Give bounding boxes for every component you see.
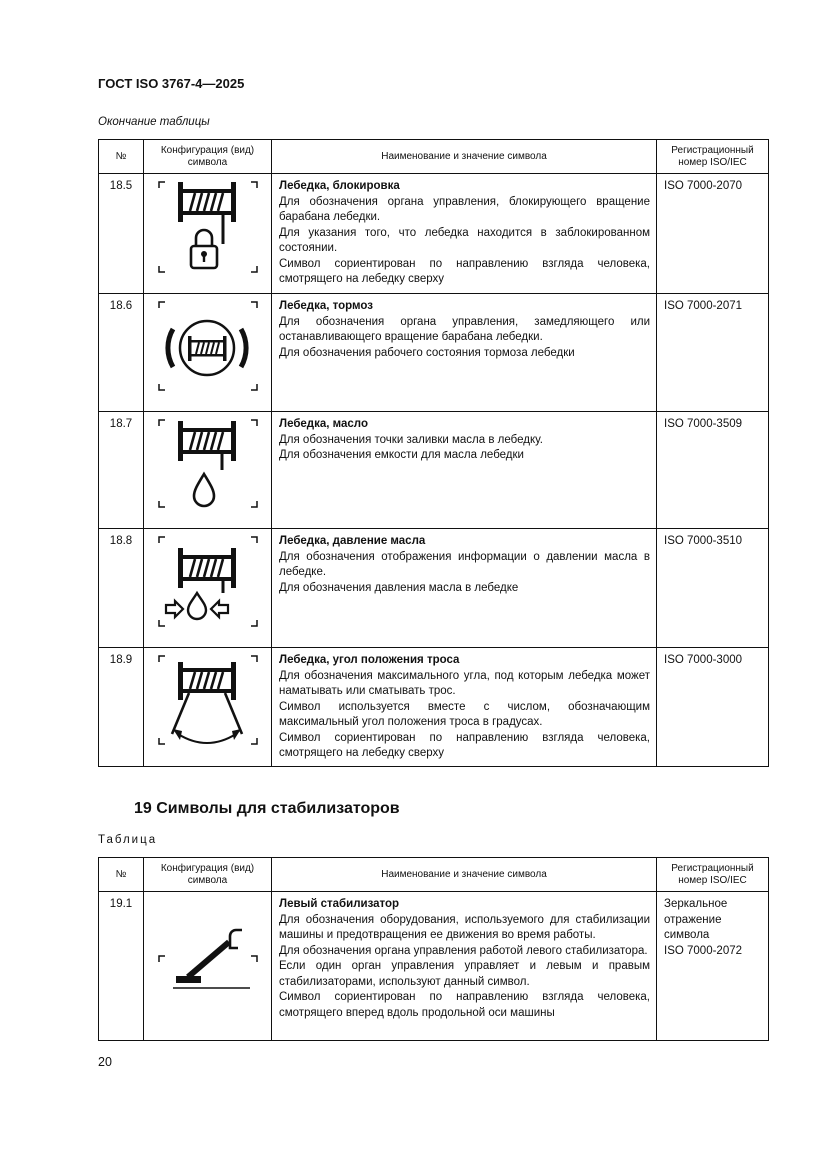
symbol-description bbox=[272, 648, 657, 767]
symbol-description bbox=[272, 174, 657, 294]
symbols-table-stabilizers bbox=[98, 857, 769, 1041]
symbol-title: Лебедка, тормоз bbox=[279, 300, 373, 312]
row-number: 18.7 bbox=[99, 412, 144, 529]
column-header-number: № bbox=[99, 140, 144, 174]
table-row bbox=[99, 174, 769, 294]
symbol-title: Левый стабилизатор bbox=[279, 898, 400, 910]
description-line: Для обозначения оборудования, используемого для стабилизации машины и предотвращения ее движения во время работы. bbox=[279, 913, 650, 941]
symbol-description bbox=[272, 529, 657, 648]
winch-oil-icon bbox=[144, 412, 272, 519]
symbol-cell bbox=[144, 412, 272, 529]
table-header-row bbox=[99, 140, 769, 174]
registration-number bbox=[657, 892, 769, 1041]
table-label: Таблица bbox=[98, 834, 158, 846]
page-number: 20 bbox=[98, 1055, 112, 1069]
symbols-table-winch bbox=[98, 139, 769, 767]
registration-number: ISO 7000-2070 bbox=[657, 174, 769, 294]
symbol-cell bbox=[144, 174, 272, 294]
registration-code: ISO 7000-2072 bbox=[664, 944, 743, 957]
table-row bbox=[99, 529, 769, 648]
row-number: 18.8 bbox=[99, 529, 144, 648]
symbol-cell bbox=[144, 294, 272, 412]
column-header-name: Наименование и значение символа bbox=[272, 858, 657, 892]
description-line: Для обозначения органа управления, блокирующего вращение барабана лебедки. bbox=[279, 195, 650, 223]
column-header-number: № bbox=[99, 858, 144, 892]
description-line: Для обозначения максимального угла, под которым лебедка может наматывать или сматывать трос. bbox=[279, 669, 650, 697]
symbol-cell bbox=[144, 892, 272, 1041]
symbol-description bbox=[272, 294, 657, 412]
description-line: Символ сориентирован по направлению взгляда человека, смотрящего вперед вдоль продольной оси машины bbox=[279, 991, 650, 1019]
description-line: Для обозначения рабочего состояния тормоза лебедки bbox=[279, 346, 575, 359]
column-header-reg: Регистрационный номер ISO/IEC bbox=[657, 140, 769, 174]
column-header-reg: Регистрационный номер ISO/IEC bbox=[657, 858, 769, 892]
document-code: ГОСТ ISO 3767-4—2025 bbox=[98, 76, 245, 91]
column-header-config: Конфигурация (вид) символа bbox=[144, 140, 272, 174]
table-row bbox=[99, 648, 769, 767]
row-number: 18.9 bbox=[99, 648, 144, 767]
symbol-title: Лебедка, угол положения троса bbox=[279, 654, 460, 666]
description-line: Для обозначения точки заливки масла в лебедку. bbox=[279, 433, 543, 446]
description-line: Для обозначения емкости для масла лебедки bbox=[279, 449, 524, 461]
symbol-description bbox=[272, 412, 657, 529]
description-line: Символ используется вместе с числом, обозначающим максимальный угол положения троса в градусах. bbox=[279, 700, 650, 728]
description-line: Для обозначения давления масла в лебедке bbox=[279, 581, 519, 594]
left-stabilizer-icon bbox=[144, 892, 272, 1031]
table-caption: Окончание таблицы bbox=[98, 116, 210, 128]
winch-brake-icon bbox=[144, 294, 272, 402]
symbol-cell bbox=[144, 648, 272, 767]
description-line: Для обозначения отображения информации о давлении масла в лебедке. bbox=[279, 550, 650, 578]
registration-number: ISO 7000-3510 bbox=[657, 529, 769, 648]
symbol-cell bbox=[144, 529, 272, 648]
description-line: Для указания того, что лебедка находится в заблокированном состоянии. bbox=[279, 226, 650, 254]
winch-lock-icon bbox=[144, 174, 272, 284]
section-heading: 19 Символы для стабилизаторов bbox=[134, 800, 400, 817]
registration-number: ISO 7000-3000 bbox=[657, 648, 769, 767]
description-line: Для обозначения органа управления, замедляющего или останавливающего вращение барабана лебедки. bbox=[279, 315, 650, 343]
table-row bbox=[99, 412, 769, 529]
winch-oil-pressure-icon bbox=[144, 529, 272, 638]
symbol-title: Лебедка, масло bbox=[279, 418, 368, 430]
column-header-config: Конфигурация (вид) символа bbox=[144, 858, 272, 892]
winch-rope-angle-icon bbox=[144, 648, 272, 756]
row-number: 18.6 bbox=[99, 294, 144, 412]
table-header-row bbox=[99, 858, 769, 892]
description-line: Символ сориентирован по направлению взгляда человека, смотрящего на лебедку сверху bbox=[279, 731, 650, 759]
table-row bbox=[99, 294, 769, 412]
row-number: 18.5 bbox=[99, 174, 144, 294]
symbol-description bbox=[272, 892, 657, 1041]
registration-note: Зеркальное отражение символа bbox=[664, 898, 728, 941]
registration-number: ISO 7000-2071 bbox=[657, 294, 769, 412]
column-header-name: Наименование и значение символа bbox=[272, 140, 657, 174]
description-line: Для обозначения органа управления работой левого стабилизатора. bbox=[279, 944, 648, 957]
symbol-title: Лебедка, блокировка bbox=[279, 180, 400, 192]
description-line: Если один орган управления управляет и левым и правым стабилизаторами, используют данный символ. bbox=[279, 960, 650, 988]
row-number: 19.1 bbox=[99, 892, 144, 1041]
description-line: Символ сориентирован по направлению взгляда человека, смотрящего на лебедку сверху bbox=[279, 257, 650, 285]
registration-number: ISO 7000-3509 bbox=[657, 412, 769, 529]
table-row bbox=[99, 892, 769, 1041]
symbol-title: Лебедка, давление масла bbox=[279, 535, 426, 547]
